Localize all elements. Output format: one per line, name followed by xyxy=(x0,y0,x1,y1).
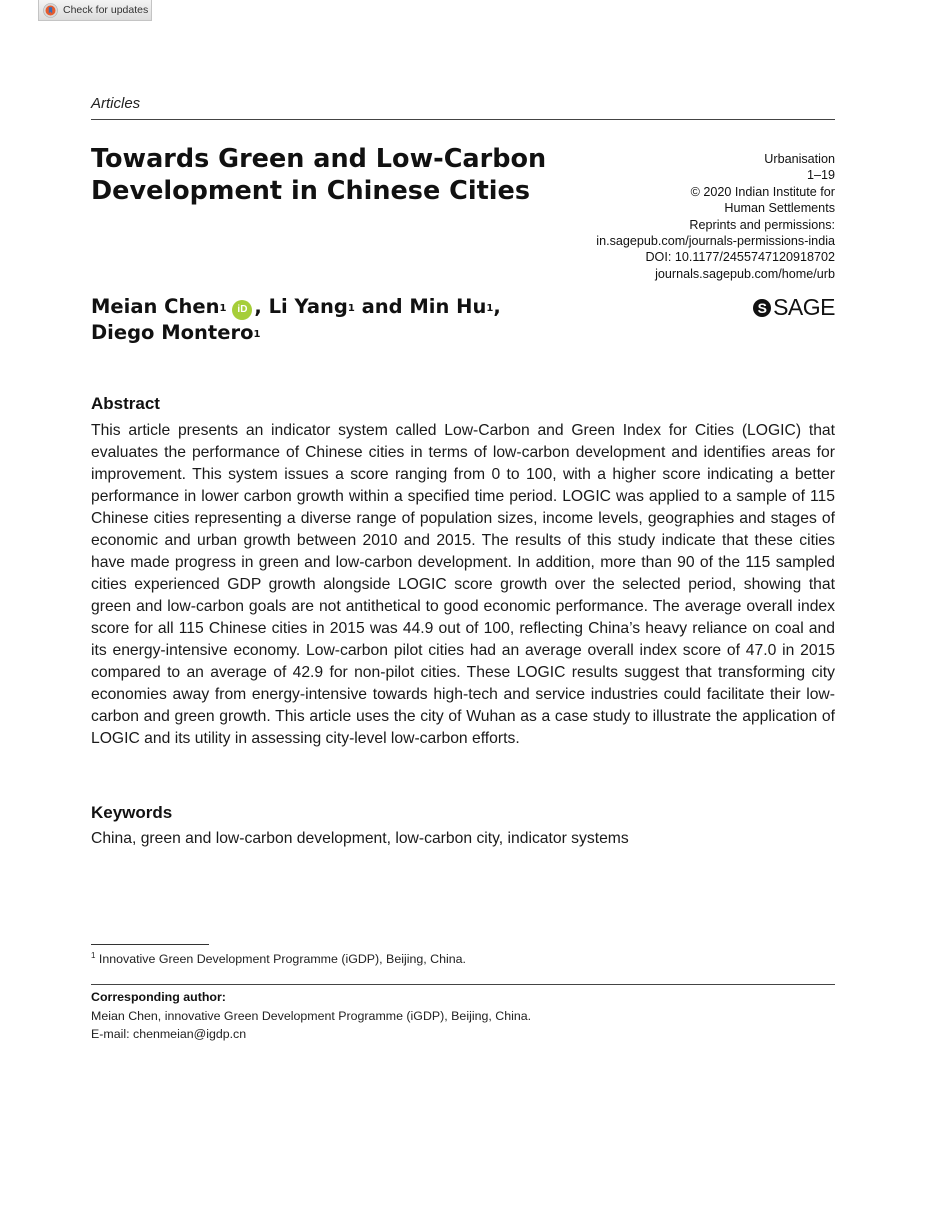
journal-copyright-holder: Human Settlements xyxy=(724,201,835,216)
check-for-updates-label: Check for updates xyxy=(63,4,149,16)
affiliation-marker: 1 xyxy=(486,303,494,314)
header-rule xyxy=(91,119,835,120)
affiliation-marker: 1 xyxy=(347,303,355,314)
abstract-text: This article presents an indicator system called Low-Carbon and Green Index for Cities (LOGIC) that evaluates the performance of Chinese cities in terms of low-carbon development and identifies areas for improvement. This system issues a score ranging from 0 to 100, with a higher score indicating a better performance in lower carbon growth within a specified time period. LOGIC was applied to a sample of 115 Chinese cities representing a diverse range of population sizes, income levels, geographies and stages of economic and urban growth between 2010 and 2015. The results of this study indicate that these cities have made progress in green and low-carbon development. In addition, more than 90 of the 115 sampled cities experienced GDP growth alongside LOGIC score growth over the selected period, showing that green and low-carbon goals are not antithetical to good economic performance. The average overall index score for all 115 Chinese cities in 2015 was 44.9 out of 100, reflecting China’s heavy reliance on coal and its energy-intensive economy. Low-carbon pilot cities had an average overall index score of 47.0 in 2015 compared to an average of 42.9 for non-pilot cities. These LOGIC results suggest that transforming city economies away from energy-intensive towards high-tech and service industries could facilitate their low-carbon and green growth. This article uses the city of Wuhan as a case study to illustrate the application of LOGIC and its utility in assessing city-level low-carbon efforts. xyxy=(91,422,835,747)
sage-logo-icon: S xyxy=(753,299,771,317)
abstract-heading: Abstract xyxy=(91,394,160,413)
journal-name: Urbanisation xyxy=(764,152,835,166)
footnote-text: Innovative Green Development Programme (iGDP), Beijing, China. xyxy=(95,952,466,967)
article-title: Towards Green and Low-Carbon Development in Chinese Cities xyxy=(91,144,547,206)
corresponding-author-heading: Corresponding author: xyxy=(91,990,226,1004)
journal-doi[interactable]: DOI: 10.1177/2455747120918702 xyxy=(645,250,835,265)
author-separator: , xyxy=(254,295,269,318)
journal-reprints: Reprints and permissions: xyxy=(689,217,835,232)
journal-pages: 1–19 xyxy=(806,168,835,183)
check-for-updates-button[interactable] xyxy=(38,0,152,21)
journal-info xyxy=(515,151,835,282)
section-label: Articles xyxy=(91,95,141,112)
author-separator: , xyxy=(493,295,501,318)
footnote-rule xyxy=(91,944,209,945)
affiliation-marker: 1 xyxy=(219,303,227,314)
corresponding-rule xyxy=(91,984,835,985)
journal-homepage-link[interactable]: journals.sagepub.com/home/urb xyxy=(655,266,835,281)
footnote-marker: 1 xyxy=(91,951,96,960)
sage-logo xyxy=(753,294,835,321)
journal-copyright: © 2020 Indian Institute for xyxy=(690,184,835,199)
author-conjunction: and xyxy=(354,295,410,318)
orcid-icon[interactable]: iD xyxy=(232,300,252,320)
author-name: Li Yang xyxy=(268,295,348,318)
affiliation-marker: 1 xyxy=(253,329,261,340)
author-name: Min Hu xyxy=(409,295,487,318)
check-updates-icon xyxy=(43,3,58,18)
keywords-heading: Keywords xyxy=(91,803,173,822)
author-name: Meian Chen xyxy=(91,295,220,318)
author-name: Diego Montero xyxy=(91,321,254,344)
author-list xyxy=(91,294,591,346)
corresponding-author-affiliation: Meian Chen, innovative Green Development Programme (iGDP), Beijing, China. xyxy=(91,1009,532,1023)
journal-reprints-link[interactable]: in.sagepub.com/journals-permissions-india xyxy=(596,234,835,249)
corresponding-author-email[interactable]: E-mail: chenmeian@igdp.cn xyxy=(91,1027,247,1041)
sage-logo-text: SAGE xyxy=(773,294,835,320)
keywords-text: China, green and low-carbon development, low-carbon city, indicator systems xyxy=(91,830,629,847)
affiliation-footnote xyxy=(91,951,466,966)
